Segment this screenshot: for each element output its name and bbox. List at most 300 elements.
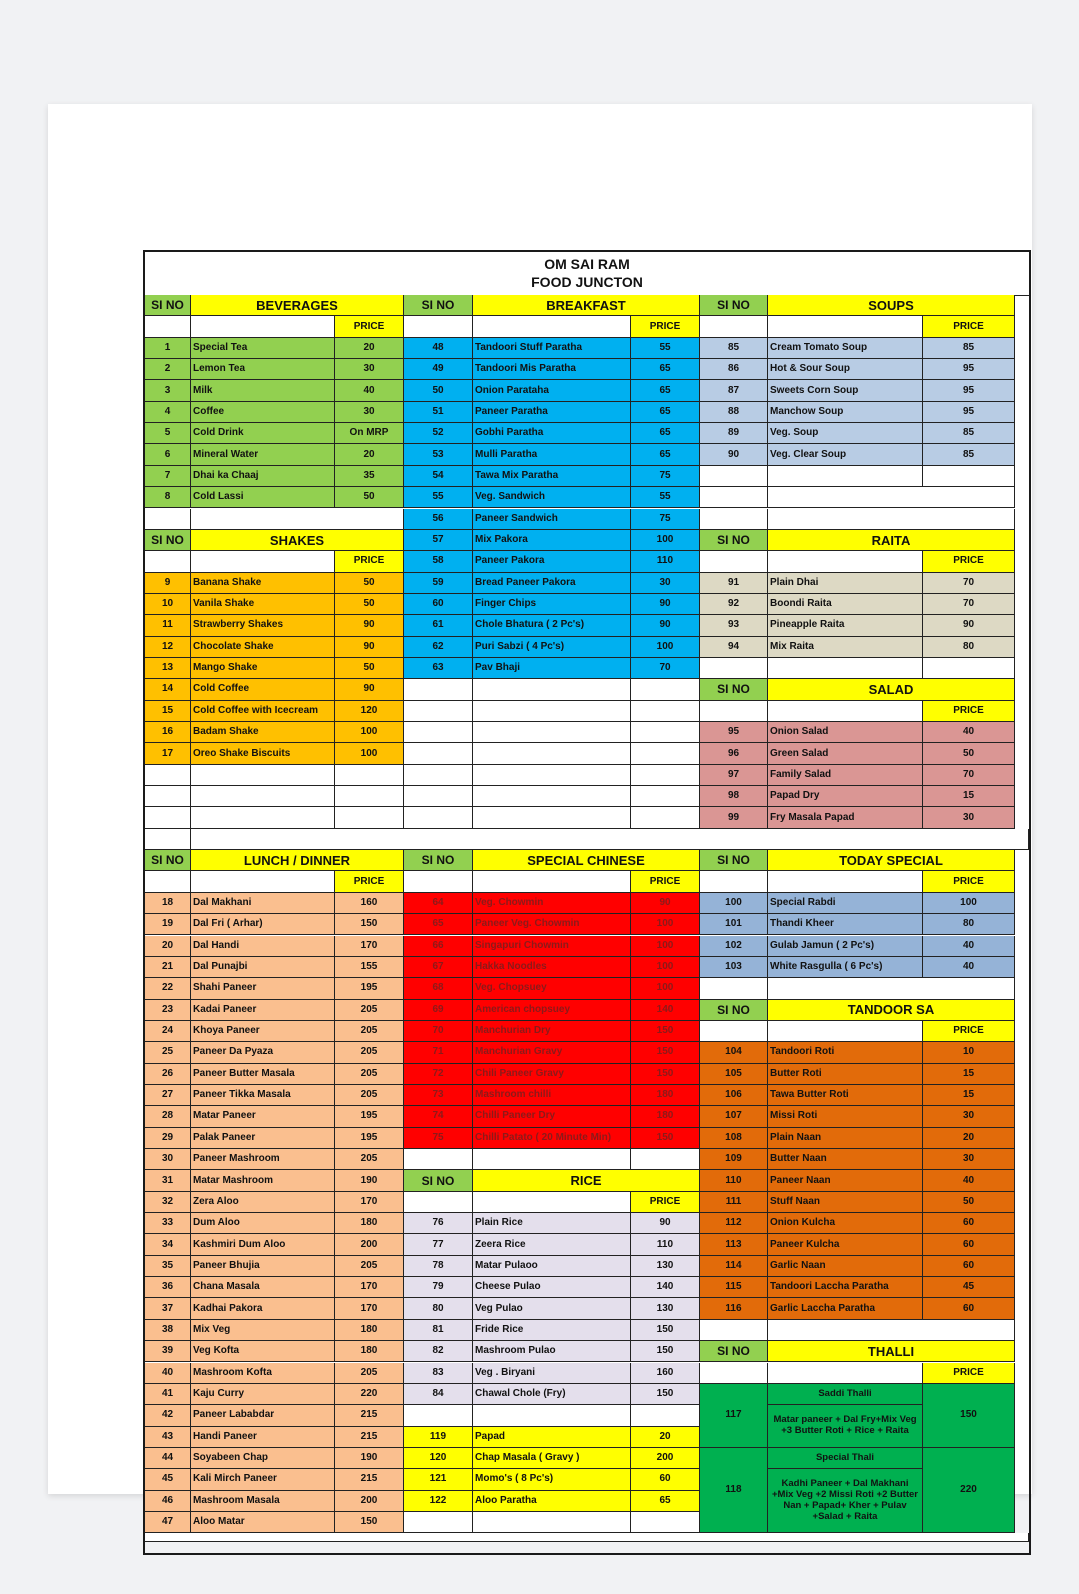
- si-no-header: SI NO: [700, 1000, 768, 1021]
- item-number: 63: [404, 658, 473, 679]
- item-name: Special Tea: [191, 338, 335, 359]
- blank-cell: [768, 509, 1015, 530]
- item-name: Cold Drink: [191, 423, 335, 444]
- item-price: 200: [335, 1234, 404, 1255]
- blank-cell: [631, 1149, 700, 1170]
- blank-cell: [473, 765, 631, 786]
- item-price: 30: [335, 359, 404, 380]
- item-number: 9: [145, 573, 191, 594]
- item-price: 85: [923, 338, 1015, 359]
- item-number: 102: [700, 936, 768, 957]
- blank-cell: [700, 701, 768, 722]
- blank-cell: [768, 1021, 923, 1042]
- si-no-header: SI NO: [700, 530, 768, 551]
- blank-cell: [631, 1512, 700, 1533]
- blank-cell: [768, 466, 923, 487]
- item-number: 52: [404, 423, 473, 444]
- blank-cell: [404, 765, 473, 786]
- item-price: 160: [335, 893, 404, 914]
- blank-cell: [473, 871, 631, 892]
- blank-cell: [631, 679, 700, 700]
- item-number: 24: [145, 1021, 191, 1042]
- blank-cell: [700, 1021, 768, 1042]
- blank-cell: [631, 743, 700, 764]
- item-number: 70: [404, 1021, 473, 1042]
- blank-cell: [768, 1320, 1015, 1341]
- blank-cell: [145, 316, 191, 337]
- item-number: 35: [145, 1256, 191, 1277]
- item-number: 20: [145, 936, 191, 957]
- item-name: Chole Bhatura ( 2 Pc's): [473, 615, 631, 636]
- item-name: Cheese Pulao: [473, 1277, 631, 1298]
- item-price: 215: [335, 1405, 404, 1426]
- item-price: 40: [923, 722, 1015, 743]
- rice-title: RICE: [473, 1170, 700, 1191]
- item-number: 55: [404, 487, 473, 508]
- raita-title: RAITA: [768, 530, 1015, 551]
- combo-name: Special Thali: [768, 1448, 923, 1469]
- item-price: 215: [335, 1469, 404, 1490]
- item-name: Gobhi Paratha: [473, 423, 631, 444]
- item-number: 14: [145, 679, 191, 700]
- item-name: Kali Mirch Paneer: [191, 1469, 335, 1490]
- item-price: 100: [631, 957, 700, 978]
- item-price: 155: [335, 957, 404, 978]
- item-number: 40: [145, 1363, 191, 1384]
- item-number: 3: [145, 380, 191, 401]
- item-price: 10: [923, 1042, 1015, 1063]
- item-name: Mulli Paratha: [473, 444, 631, 465]
- item-name: Kadhai Pakora: [191, 1298, 335, 1319]
- item-number: 115: [700, 1277, 768, 1298]
- blank-cell: [191, 871, 335, 892]
- item-price: 70: [923, 594, 1015, 615]
- item-price: 100: [631, 978, 700, 999]
- item-name: Palak Paneer: [191, 1128, 335, 1149]
- item-price: 50: [335, 487, 404, 508]
- item-number: 96: [700, 743, 768, 764]
- item-price: 220: [335, 1384, 404, 1405]
- item-number: 83: [404, 1363, 473, 1384]
- item-number: 103: [700, 957, 768, 978]
- blank-cell: [191, 551, 335, 572]
- blank-cell: [631, 786, 700, 807]
- item-price: 160: [631, 1363, 700, 1384]
- blank-cell: [145, 871, 191, 892]
- blank-cell: [631, 722, 700, 743]
- item-price: 50: [923, 743, 1015, 764]
- item-price: 90: [335, 679, 404, 700]
- item-number: 6: [145, 444, 191, 465]
- breakfast-title: BREAKFAST: [473, 295, 700, 316]
- price-header: PRICE: [631, 871, 700, 892]
- item-number: 5: [145, 423, 191, 444]
- item-number: 75: [404, 1128, 473, 1149]
- item-price: 110: [631, 551, 700, 572]
- item-number: 89: [700, 423, 768, 444]
- item-number: 94: [700, 637, 768, 658]
- item-number: 60: [404, 594, 473, 615]
- item-name: Stuff Naan: [768, 1192, 923, 1213]
- item-number: 13: [145, 658, 191, 679]
- item-name: Zera Aloo: [191, 1192, 335, 1213]
- item-number: 95: [700, 722, 768, 743]
- item-name: Momo's ( 8 Pc's): [473, 1469, 631, 1490]
- item-price: 15: [923, 786, 1015, 807]
- item-name: Singapuri Chowmin: [473, 936, 631, 957]
- item-name: Mashroom Kofta: [191, 1363, 335, 1384]
- si-no-header: SI NO: [145, 530, 191, 551]
- si-no-header: SI NO: [404, 850, 473, 871]
- item-number: 74: [404, 1106, 473, 1127]
- blank-cell: [700, 658, 768, 679]
- item-number: 38: [145, 1320, 191, 1341]
- item-price: 50: [335, 658, 404, 679]
- menu-title: [145, 252, 1029, 296]
- item-name: Mineral Water: [191, 444, 335, 465]
- item-name: Dal Punajbi: [191, 957, 335, 978]
- item-price: 205: [335, 1021, 404, 1042]
- si-no-header: SI NO: [404, 1170, 473, 1191]
- blank-cell: [473, 679, 631, 700]
- item-name: Zeera Rice: [473, 1234, 631, 1255]
- item-name: Mix Veg: [191, 1320, 335, 1341]
- item-number: 41: [145, 1384, 191, 1405]
- item-price: 95: [923, 402, 1015, 423]
- item-name: Kaju Curry: [191, 1384, 335, 1405]
- item-name: Papad: [473, 1427, 631, 1448]
- price-header: PRICE: [923, 701, 1015, 722]
- item-price: 195: [335, 978, 404, 999]
- item-name: Thandi Kheer: [768, 914, 923, 935]
- item-price: 180: [335, 1213, 404, 1234]
- item-number: 78: [404, 1256, 473, 1277]
- blank-cell: [404, 807, 473, 828]
- item-number: 82: [404, 1341, 473, 1362]
- item-price: 170: [335, 1192, 404, 1213]
- item-name: Plain Rice: [473, 1213, 631, 1234]
- item-name: Aloo Paratha: [473, 1491, 631, 1512]
- price-header: PRICE: [923, 871, 1015, 892]
- blank-cell: [768, 701, 923, 722]
- item-price: 180: [335, 1320, 404, 1341]
- item-number: 76: [404, 1213, 473, 1234]
- item-number: 122: [404, 1491, 473, 1512]
- item-price: 200: [631, 1448, 700, 1469]
- item-price: 35: [335, 466, 404, 487]
- item-number: 49: [404, 359, 473, 380]
- item-price: 205: [335, 1256, 404, 1277]
- item-number: 23: [145, 1000, 191, 1021]
- item-name: Aloo Matar: [191, 1512, 335, 1533]
- item-number: 11: [145, 615, 191, 636]
- item-price: 170: [335, 1298, 404, 1319]
- item-name: Dal Handi: [191, 936, 335, 957]
- blank-cell: [700, 551, 768, 572]
- item-name: White Rasgulla ( 6 Pc's): [768, 957, 923, 978]
- item-name: Pav Bhaji: [473, 658, 631, 679]
- item-price: 120: [335, 701, 404, 722]
- item-number: 44: [145, 1448, 191, 1469]
- item-name: Onion Salad: [768, 722, 923, 743]
- item-number: 18: [145, 893, 191, 914]
- item-name: Tandoori Mis Paratha: [473, 359, 631, 380]
- item-price: 40: [923, 1170, 1015, 1191]
- item-price: 205: [335, 1149, 404, 1170]
- item-number: 27: [145, 1085, 191, 1106]
- item-number: 54: [404, 466, 473, 487]
- si-no-header: SI NO: [700, 850, 768, 871]
- item-price: 65: [631, 423, 700, 444]
- item-price: 85: [923, 423, 1015, 444]
- blank-cell: [191, 765, 335, 786]
- item-name: Green Salad: [768, 743, 923, 764]
- item-name: Tandoori Roti: [768, 1042, 923, 1063]
- item-price: 90: [923, 615, 1015, 636]
- item-number: 91: [700, 573, 768, 594]
- item-number: 58: [404, 551, 473, 572]
- combo-description: Kadhi Paneer + Dal Makhani +Mix Veg +2 Missi Roti +2 Butter Nan + Papad+ Kher + Pulav +Salad + Raita: [768, 1469, 923, 1533]
- item-price: 190: [335, 1170, 404, 1191]
- shakes-title: SHAKES: [191, 530, 404, 551]
- today_special-title: TODAY SPECIAL: [768, 850, 1015, 871]
- item-name: Chap Masala ( Gravy ): [473, 1448, 631, 1469]
- combo-number: 117: [700, 1384, 768, 1448]
- item-number: 119: [404, 1427, 473, 1448]
- item-price: 205: [335, 1085, 404, 1106]
- item-price: 140: [631, 1000, 700, 1021]
- item-name: Paneer Kulcha: [768, 1234, 923, 1255]
- item-name: Handi Paneer: [191, 1427, 335, 1448]
- blank-cell: [145, 829, 191, 850]
- item-price: 75: [631, 509, 700, 530]
- item-price: 100: [335, 722, 404, 743]
- item-name: Manchurian Dry: [473, 1021, 631, 1042]
- menu-page: [48, 104, 1032, 1528]
- item-price: 205: [335, 1363, 404, 1384]
- item-price: 150: [335, 914, 404, 935]
- item-price: 75: [631, 466, 700, 487]
- item-name: Paneer Pakora: [473, 551, 631, 572]
- item-name: Fride Rice: [473, 1320, 631, 1341]
- item-price: 215: [335, 1427, 404, 1448]
- item-name: Paneer Sandwich: [473, 509, 631, 530]
- combo-description: Matar paneer + Dal Fry+Mix Veg +3 Butter Roti + Rice + Raita: [768, 1405, 923, 1448]
- menu-table: [143, 250, 1031, 1555]
- item-name: Coffee: [191, 402, 335, 423]
- item-price: 150: [631, 1320, 700, 1341]
- item-price: 60: [923, 1298, 1015, 1319]
- item-name: Cold Coffee with Icecream: [191, 701, 335, 722]
- item-number: 71: [404, 1042, 473, 1063]
- item-name: Paneer Paratha: [473, 402, 631, 423]
- item-price: 70: [923, 765, 1015, 786]
- blank-cell: [404, 786, 473, 807]
- item-number: 113: [700, 1234, 768, 1255]
- item-price: 55: [631, 487, 700, 508]
- blank-cell: [335, 807, 404, 828]
- item-number: 114: [700, 1256, 768, 1277]
- item-price: 100: [631, 914, 700, 935]
- item-name: Chana Masala: [191, 1277, 335, 1298]
- item-name: Vanila Shake: [191, 594, 335, 615]
- blank-cell: [473, 722, 631, 743]
- item-number: 48: [404, 338, 473, 359]
- item-number: 19: [145, 914, 191, 935]
- item-price: 65: [631, 1491, 700, 1512]
- soups-title: SOUPS: [768, 295, 1015, 316]
- blank-cell: [473, 316, 631, 337]
- item-price: 170: [335, 936, 404, 957]
- blank-cell: [191, 509, 404, 530]
- item-number: 73: [404, 1085, 473, 1106]
- item-price: 15: [923, 1064, 1015, 1085]
- item-price: 20: [335, 444, 404, 465]
- blank-cell: [768, 316, 923, 337]
- item-name: Mix Pakora: [473, 530, 631, 551]
- item-name: Special Rabdi: [768, 893, 923, 914]
- item-name: Cold Coffee: [191, 679, 335, 700]
- item-price: 95: [923, 380, 1015, 401]
- item-price: 180: [631, 1106, 700, 1127]
- item-name: Tandoori Laccha Paratha: [768, 1277, 923, 1298]
- item-name: Veg. Clear Soup: [768, 444, 923, 465]
- item-name: Dum Aloo: [191, 1213, 335, 1234]
- item-name: Veg. Chowmin: [473, 893, 631, 914]
- blank-cell: [631, 701, 700, 722]
- item-number: 112: [700, 1213, 768, 1234]
- bottom-rule: [145, 1533, 1029, 1542]
- price-header: PRICE: [923, 316, 1015, 337]
- item-name: Chili Paneer Gravy: [473, 1064, 631, 1085]
- item-name: Dal Fri ( Arhar): [191, 914, 335, 935]
- item-price: 30: [923, 807, 1015, 828]
- si-no-header: SI NO: [404, 295, 473, 316]
- item-number: 43: [145, 1427, 191, 1448]
- si-no-header: SI NO: [700, 1341, 768, 1362]
- item-name: Cream Tomato Soup: [768, 338, 923, 359]
- item-price: 180: [631, 1085, 700, 1106]
- blank-cell: [404, 1149, 473, 1170]
- item-name: Plain Dhai: [768, 573, 923, 594]
- item-name: Matar Pulaoo: [473, 1256, 631, 1277]
- item-name: Butter Naan: [768, 1149, 923, 1170]
- lunch-title: LUNCH / DINNER: [191, 850, 404, 871]
- item-price: 90: [335, 615, 404, 636]
- item-number: 68: [404, 978, 473, 999]
- item-number: 21: [145, 957, 191, 978]
- item-number: 67: [404, 957, 473, 978]
- item-number: 51: [404, 402, 473, 423]
- item-name: Paneer Tikka Masala: [191, 1085, 335, 1106]
- blank-cell: [768, 551, 923, 572]
- item-price: 65: [631, 380, 700, 401]
- item-name: Butter Roti: [768, 1064, 923, 1085]
- item-name: Strawberry Shakes: [191, 615, 335, 636]
- blank-cell: [700, 871, 768, 892]
- item-number: 97: [700, 765, 768, 786]
- item-number: 53: [404, 444, 473, 465]
- price-header: PRICE: [923, 551, 1015, 572]
- item-number: 46: [145, 1491, 191, 1512]
- item-name: Missi Roti: [768, 1106, 923, 1127]
- restaurant-name: FOOD JUNCTON: [531, 273, 643, 290]
- price-header: PRICE: [923, 1363, 1015, 1384]
- item-price: 205: [335, 1042, 404, 1063]
- blank-cell: [473, 1192, 631, 1213]
- item-name: Cold Lassi: [191, 487, 335, 508]
- item-price: 30: [923, 1149, 1015, 1170]
- item-name: Kashmiri Dum Aloo: [191, 1234, 335, 1255]
- item-name: Matar Paneer: [191, 1106, 335, 1127]
- item-price: 130: [631, 1298, 700, 1319]
- item-name: Pineapple Raita: [768, 615, 923, 636]
- item-name: Khoya Paneer: [191, 1021, 335, 1042]
- item-number: 121: [404, 1469, 473, 1490]
- item-name: Veg. Soup: [768, 423, 923, 444]
- item-price: 150: [631, 1128, 700, 1149]
- item-name: Paneer Bhujia: [191, 1256, 335, 1277]
- item-name: Tawa Butter Roti: [768, 1085, 923, 1106]
- item-number: 65: [404, 914, 473, 935]
- blank-cell: [145, 807, 191, 828]
- item-number: 50: [404, 380, 473, 401]
- item-number: 7: [145, 466, 191, 487]
- item-price: 20: [335, 338, 404, 359]
- item-number: 15: [145, 701, 191, 722]
- blank-cell: [700, 1363, 768, 1384]
- item-name: Tandoori Stuff Paratha: [473, 338, 631, 359]
- item-number: 90: [700, 444, 768, 465]
- item-name: Mashroom Masala: [191, 1491, 335, 1512]
- item-name: Plain Naan: [768, 1128, 923, 1149]
- item-name: Veg. Chopsuey: [473, 978, 631, 999]
- blank-cell: [145, 765, 191, 786]
- item-number: 77: [404, 1234, 473, 1255]
- blank-cell: [404, 679, 473, 700]
- item-number: 93: [700, 615, 768, 636]
- item-number: 99: [700, 807, 768, 828]
- blank-cell: [473, 1512, 631, 1533]
- tandoor-title: TANDOOR SA: [768, 1000, 1015, 1021]
- item-number: 57: [404, 530, 473, 551]
- item-number: 1: [145, 338, 191, 359]
- item-name: Chocolate Shake: [191, 637, 335, 658]
- item-number: 84: [404, 1384, 473, 1405]
- item-price: 100: [335, 743, 404, 764]
- item-number: 34: [145, 1234, 191, 1255]
- item-number: 39: [145, 1341, 191, 1362]
- blank-cell: [923, 466, 1015, 487]
- item-number: 88: [700, 402, 768, 423]
- item-number: 25: [145, 1042, 191, 1063]
- item-price: 70: [923, 573, 1015, 594]
- item-name: Garlic Naan: [768, 1256, 923, 1277]
- item-price: 40: [923, 957, 1015, 978]
- item-number: 10: [145, 594, 191, 615]
- item-name: Garlic Laccha Paratha: [768, 1298, 923, 1319]
- blank-cell: [768, 871, 923, 892]
- blank-cell: [335, 765, 404, 786]
- item-name: Puri Sabzi ( 4 Pc's): [473, 637, 631, 658]
- item-name: Mix Raita: [768, 637, 923, 658]
- item-price: 20: [631, 1427, 700, 1448]
- item-name: Mango Shake: [191, 658, 335, 679]
- item-number: 37: [145, 1298, 191, 1319]
- item-price: 65: [631, 402, 700, 423]
- blank-cell: [473, 1405, 631, 1426]
- item-name: Veg Kofta: [191, 1341, 335, 1362]
